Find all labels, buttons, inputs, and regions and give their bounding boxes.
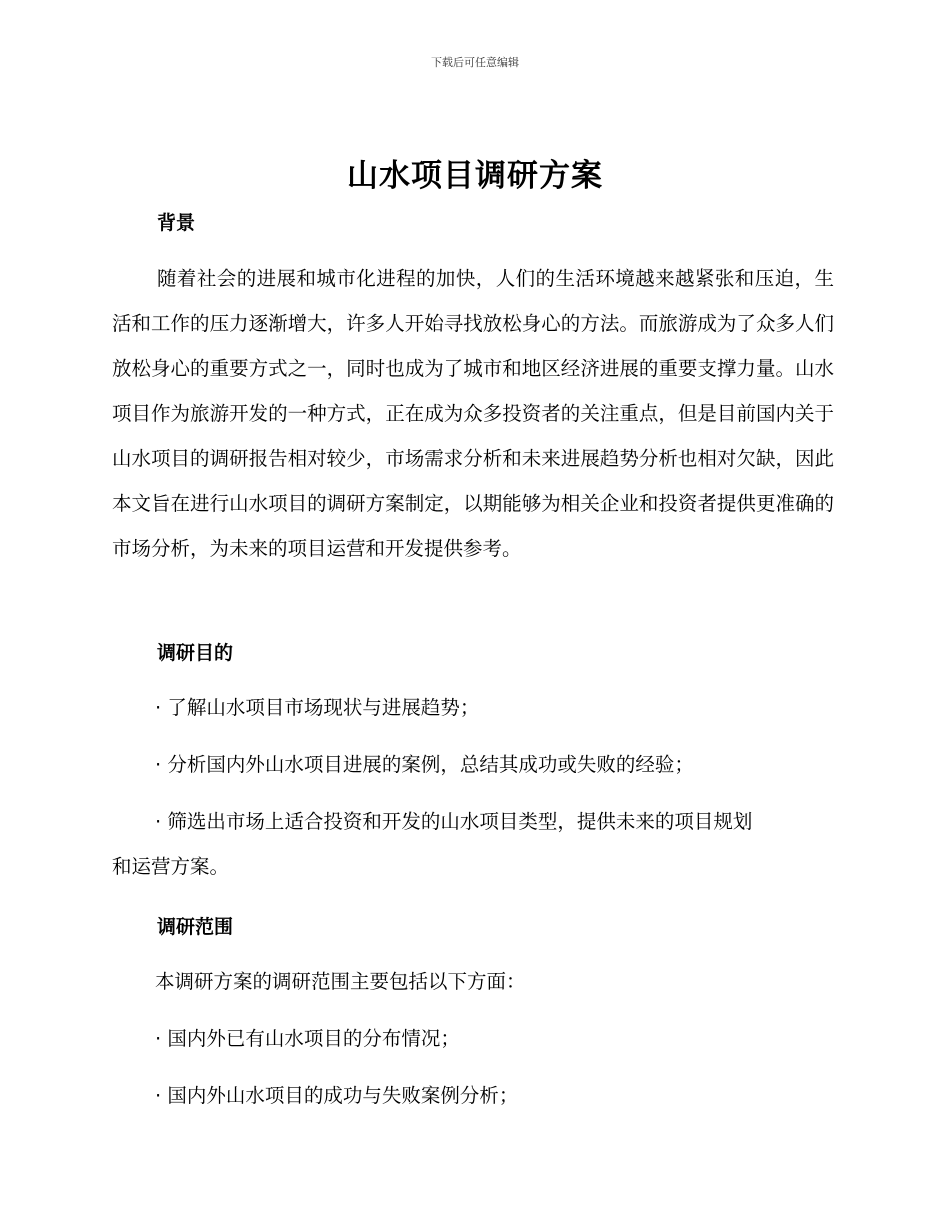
purpose-list-item: · 了解山水项目市场现状与进展趋势； (155, 696, 480, 719)
section-heading-scope: 调研范围 (157, 916, 234, 938)
scope-list-item: · 国内外已有山水项目的分布情况； (155, 1027, 460, 1050)
scope-intro: 本调研方案的调研范围主要包括以下方面： (155, 970, 526, 993)
scope-list-item: · 国内外山水项目的成功与失败案例分析； (155, 1084, 519, 1107)
section-heading-purpose: 调研目的 (157, 642, 234, 664)
purpose-list-item: · 筛选出市场上适合投资和开发的山水项目类型，提供未来的项目规划 (155, 810, 753, 833)
header-note: 下载后可任意编辑 (431, 56, 519, 69)
page-title: 山水项目调研方案 (347, 158, 603, 194)
section-heading-background: 背景 (157, 212, 196, 234)
purpose-list-item: · 分析国内外山水项目进展的案例，总结其成功或失败的经验； (155, 753, 694, 776)
purpose-list-item-continuation: 和运营方案。 (112, 855, 230, 878)
background-paragraph: 随着社会的进展和城市化进程的加快，人们的生活环境越来越紧张和压迫，生活和工作的压力逐渐增大，许多人开始寻找放松身心的方法。而旅游成为了众多人们放松身心的重要方式之一，同时也成为了城市和地区经济进展的重要支撑力量。山水项目作为旅游开发的一种方式，正在成为众多投资者的关注重点，但是目前国内关于山水项目的调研报告相对较少，市场需求分析和未来进展趋势分析也相对欠缺，因此本文旨在进行山水项目的调研方案制定，以期能够为相关企业和投资者提供更准确的市场分析，为未来的项目运营和开发提供参考。 (112, 267, 834, 560)
